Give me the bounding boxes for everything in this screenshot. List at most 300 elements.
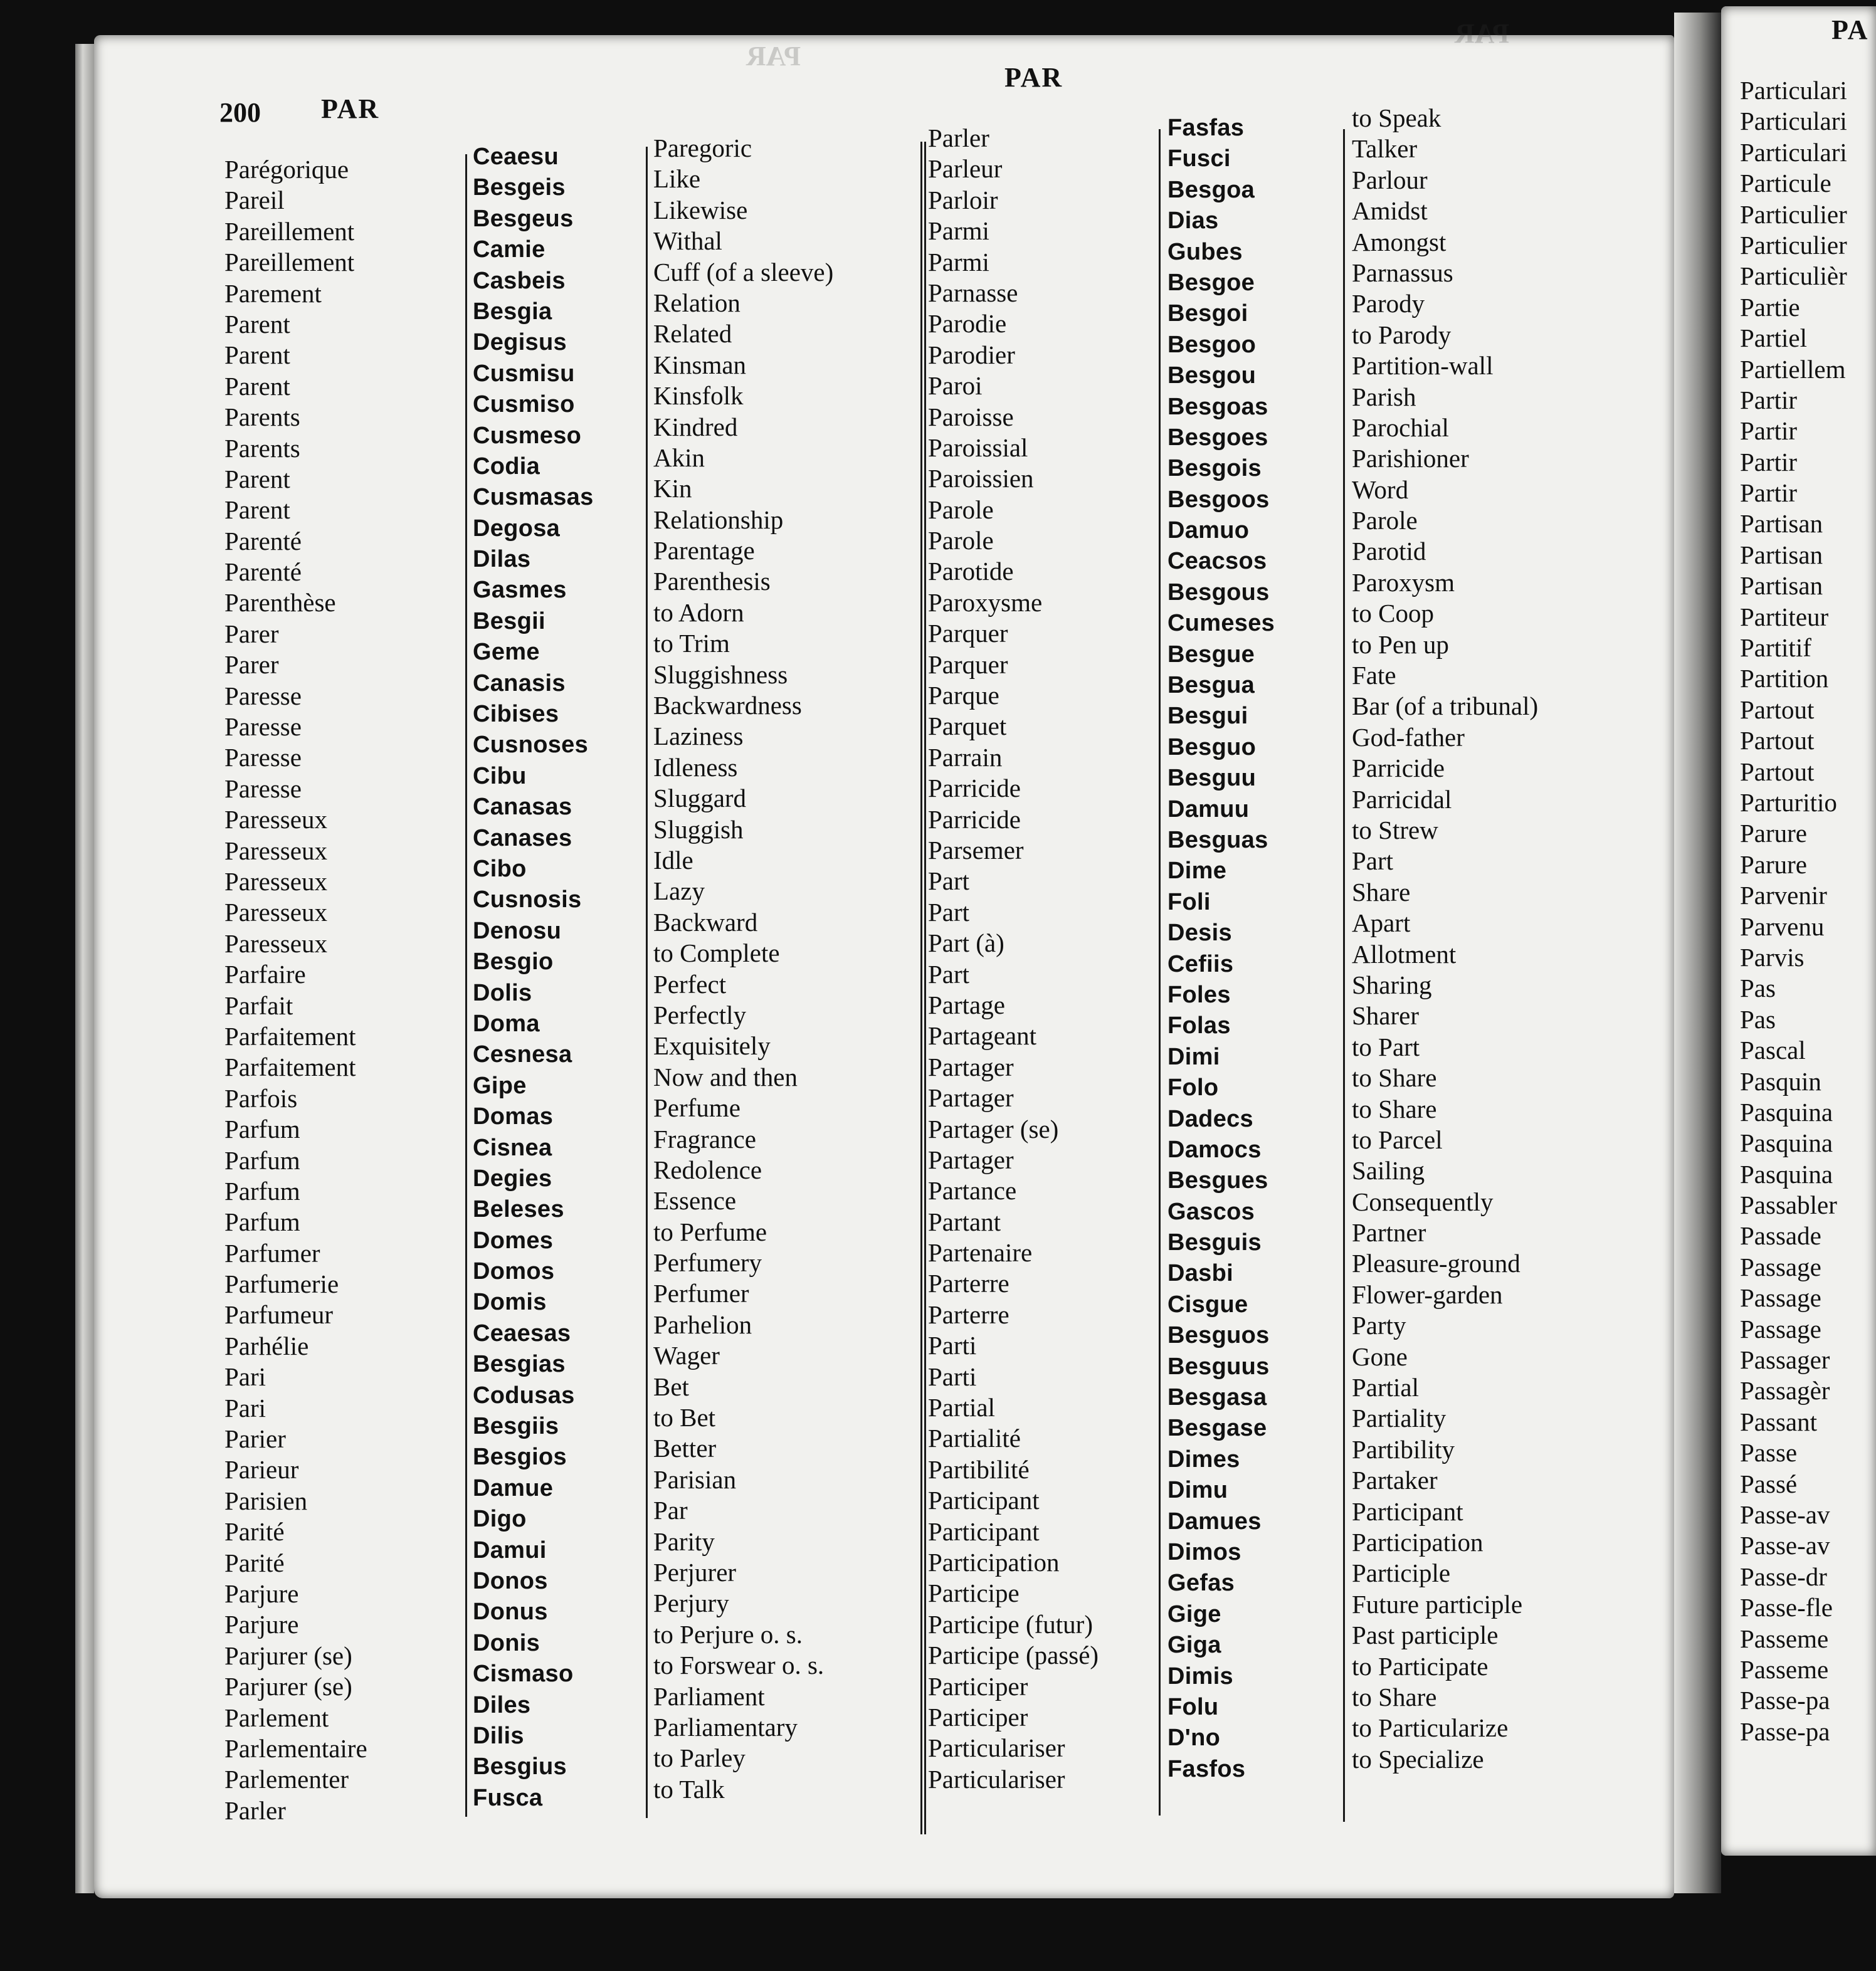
french-entry: Parfaitement — [224, 1021, 356, 1051]
english-entry: Now and then — [653, 1062, 798, 1091]
english-entry: Like — [653, 164, 701, 194]
french-entry: Parent — [224, 464, 290, 493]
french-entry: Paresse — [224, 681, 302, 710]
phonetic-entry: Dimos — [1167, 1538, 1241, 1565]
column-rule — [465, 154, 467, 1817]
phonetic-entry: Besguas — [1167, 826, 1268, 853]
column-rule — [646, 147, 648, 1818]
phonetic-entry: Dimis — [1167, 1663, 1233, 1690]
french-entry: Partiteur — [1740, 602, 1829, 631]
french-entry: Parotide — [928, 557, 1014, 586]
english-entry: to Trim — [653, 629, 730, 658]
french-entry: Parturitio — [1740, 787, 1837, 817]
french-entry: Parmi — [928, 247, 989, 276]
phonetic-entry: Dimi — [1167, 1043, 1220, 1070]
french-entry: Pareillement — [224, 216, 355, 246]
french-entry: Partager — [928, 1145, 1014, 1174]
french-entry: Parenté — [224, 557, 302, 587]
phonetic-entry: Cusmeso — [473, 422, 582, 449]
french-entry: Parfum — [224, 1115, 300, 1144]
english-entry: Perjurer — [653, 1557, 737, 1587]
phonetic-entry: Folu — [1167, 1693, 1219, 1720]
english-entry: Backward — [653, 907, 758, 937]
english-entry: Participant — [1352, 1496, 1463, 1526]
french-entry: Paresseux — [224, 898, 327, 927]
english-entry: Share — [1352, 877, 1411, 907]
french-entry: Particulariser — [928, 1764, 1065, 1794]
french-entry: Passage — [1740, 1283, 1821, 1313]
english-entry: to Pen up — [1352, 629, 1449, 659]
phonetic-entry: Besgasa — [1167, 1384, 1267, 1411]
phonetic-entry: Donus — [473, 1599, 548, 1626]
english-entry: Parentage — [653, 536, 755, 565]
french-entry: Parler — [224, 1795, 286, 1825]
english-entry: to Share — [1352, 1063, 1437, 1093]
french-entry: Parent — [224, 495, 290, 525]
english-entry: to Particularize — [1352, 1713, 1509, 1743]
phonetic-entry: Foles — [1167, 981, 1231, 1008]
french-entry: Parent — [224, 309, 290, 339]
phonetic-entry: Camie — [473, 236, 545, 263]
english-entry: Sluggish — [653, 814, 744, 844]
french-entry: Partisan — [1740, 509, 1823, 539]
french-entry: Parvenu — [1740, 912, 1825, 941]
english-entry: Amidst — [1352, 196, 1428, 226]
french-entry: Partage — [928, 990, 1005, 1019]
column-rule — [1159, 129, 1161, 1816]
english-entry: Parish — [1352, 382, 1416, 411]
phonetic-entry: Geme — [473, 639, 540, 666]
french-entry: Pas — [1740, 974, 1776, 1003]
phonetic-entry: Cusmisu — [473, 360, 575, 387]
english-entry: Sailing — [1352, 1156, 1425, 1185]
french-entry: Passager — [1740, 1345, 1830, 1375]
english-entry: Par — [653, 1496, 688, 1525]
phonetic-entry: Besgois — [1167, 455, 1262, 482]
french-entry: Parent — [224, 340, 290, 370]
phonetic-entry: Damocs — [1167, 1136, 1262, 1163]
english-entry: Perfumer — [653, 1279, 749, 1308]
phonetic-entry: Besgiis — [473, 1413, 559, 1440]
phonetic-entry: Cibises — [473, 701, 559, 728]
phonetic-entry: Dilis — [473, 1722, 524, 1749]
phonetic-entry: Besgue — [1167, 641, 1255, 668]
phonetic-entry: Dadecs — [1167, 1105, 1253, 1132]
english-entry: Withal — [653, 226, 722, 256]
english-entry: Parricide — [1352, 754, 1445, 783]
phonetic-entry: Damuu — [1167, 796, 1250, 823]
phonetic-entry: Dilas — [473, 546, 531, 573]
french-entry: Parterre — [928, 1300, 1009, 1329]
english-entry: to Coop — [1352, 599, 1434, 628]
french-entry: Pareillement — [224, 248, 355, 277]
french-entry: Partitif — [1740, 633, 1811, 663]
french-entry: Participe (passé) — [928, 1641, 1099, 1670]
phonetic-entry: Casbeis — [473, 267, 566, 294]
phonetic-entry: Canasas — [473, 794, 572, 821]
phonetic-entry: Gipe — [473, 1072, 527, 1099]
french-entry: Parisien — [224, 1486, 308, 1515]
phonetic-entry: Besguis — [1167, 1229, 1262, 1256]
english-entry: to Strew — [1352, 815, 1438, 844]
french-entry: Parité — [224, 1548, 285, 1577]
english-entry: Parishioner — [1352, 444, 1469, 473]
french-entry: Passe-dr — [1740, 1562, 1827, 1591]
french-entry: Passant — [1740, 1407, 1817, 1436]
french-entry: Parodie — [928, 309, 1007, 339]
english-entry: Apart — [1352, 908, 1411, 938]
english-entry: Parisian — [653, 1464, 737, 1494]
english-entry: Kin — [653, 474, 692, 503]
french-entry: Paresse — [224, 743, 302, 772]
english-entry: God-father — [1352, 722, 1465, 752]
phonetic-entry: Besgoes — [1167, 424, 1268, 451]
phonetic-entry: Doma — [473, 1010, 540, 1037]
french-entry: Particulariser — [928, 1733, 1065, 1763]
phonetic-entry: Gascos — [1167, 1198, 1255, 1225]
french-entry: Parer — [224, 619, 279, 648]
french-entry: Parier — [224, 1424, 286, 1454]
french-entry: Partager — [928, 1052, 1014, 1081]
french-entry: Particule — [1740, 169, 1831, 198]
english-entry: to Speak — [1352, 103, 1441, 132]
english-entry: Parotid — [1352, 537, 1426, 566]
french-entry: Partir — [1740, 385, 1798, 414]
french-entry: Passe-fle — [1740, 1593, 1833, 1622]
english-entry: Partition-wall — [1352, 351, 1494, 381]
page-block-edge — [75, 44, 94, 1893]
phonetic-entry: Besgoi — [1167, 300, 1248, 327]
english-entry: Paroxysm — [1352, 567, 1455, 597]
english-entry: Perfectly — [653, 1000, 746, 1029]
phonetic-entry: Domis — [473, 1289, 547, 1316]
phonetic-entry: Cismaso — [473, 1661, 574, 1688]
column-rule — [1343, 129, 1345, 1822]
french-entry: Passe — [1740, 1438, 1798, 1468]
french-entry: Partance — [928, 1176, 1017, 1206]
french-entry: Parlementer — [224, 1765, 349, 1794]
french-entry: Passade — [1740, 1221, 1821, 1251]
french-entry: Parhélie — [224, 1331, 309, 1360]
french-entry: Parent — [224, 371, 290, 401]
english-entry: Parody — [1352, 289, 1425, 318]
phonetic-entry: Damuo — [1167, 517, 1250, 544]
phonetic-column — [473, 142, 594, 1814]
phonetic-entry: Cusmasas — [473, 484, 594, 511]
french-entry: Passage — [1740, 1252, 1821, 1281]
english-entry: Partaker — [1352, 1466, 1438, 1495]
french-entry: Partiel — [1740, 323, 1808, 353]
phonetic-entry: Ceacsos — [1167, 548, 1267, 575]
french-entry: Participation — [928, 1547, 1060, 1577]
english-entry: Fragrance — [653, 1124, 756, 1154]
french-entry: Particulièr — [1740, 261, 1847, 291]
phonetic-entry: Besguos — [1167, 1322, 1270, 1349]
french-entry: Partir — [1740, 447, 1798, 476]
left-page — [94, 18, 1674, 1898]
bleed-through-heading: PAR — [1455, 18, 1510, 49]
english-entry: Parliament — [653, 1681, 765, 1711]
phonetic-entry: Ceaesas — [473, 1320, 571, 1347]
center-head: PAR — [1004, 62, 1063, 93]
english-entry: Redolence — [653, 1155, 762, 1184]
english-entry: to Perjure o. s. — [653, 1619, 803, 1649]
french-entry: Parenté — [224, 526, 302, 555]
phonetic-entry: Damui — [473, 1537, 547, 1564]
phonetic-entry: Besgoe — [1167, 269, 1255, 296]
phonetic-entry: Cumeses — [1167, 610, 1275, 637]
french-entry: Parfaitement — [224, 1053, 356, 1082]
french-entry: Partout — [1740, 757, 1815, 786]
page-number: 200 — [219, 97, 261, 128]
phonetic-entry: Cefiis — [1167, 950, 1234, 977]
french-entry: Parfumer — [224, 1238, 320, 1268]
french-entry: Passe-av — [1740, 1500, 1830, 1529]
french-entry: Parégorique — [224, 155, 349, 184]
english-entry: Party — [1352, 1311, 1406, 1340]
french-entry: Parquer — [928, 649, 1008, 679]
english-entry: Cuff (of a sleeve) — [653, 257, 834, 286]
phonetic-entry: Domas — [473, 1103, 554, 1130]
english-entry: to Specialize — [1352, 1744, 1484, 1774]
french-entry: Pareil — [224, 186, 285, 215]
french-entry: Parfois — [224, 1083, 298, 1113]
bleed-through-heading: PAR — [746, 41, 801, 71]
french-entry: Parricide — [928, 774, 1021, 803]
english-entry: Flower-garden — [1352, 1280, 1503, 1309]
phonetic-entry: Canases — [473, 824, 572, 851]
phonetic-entry: Fasfas — [1167, 115, 1245, 141]
english-entry: to Parley — [653, 1743, 746, 1773]
phonetic-entry: Cisnea — [473, 1134, 552, 1161]
french-entry: Parement — [224, 278, 322, 308]
phonetic-entry: Besgoa — [1167, 176, 1255, 203]
phonetic-entry: Cibo — [473, 855, 527, 882]
english-entry: Pleasure-ground — [1352, 1249, 1520, 1278]
phonetic-entry: Besgeis — [473, 174, 566, 201]
phonetic-entry: Besgase — [1167, 1415, 1267, 1442]
phonetic-entry: Donos — [473, 1567, 548, 1594]
phonetic-entry: Beleses — [473, 1196, 564, 1223]
french-entry: Partialité — [928, 1424, 1021, 1453]
english-entry: Participle — [1352, 1558, 1451, 1588]
french-entry: Parjure — [224, 1610, 299, 1639]
french-entry: Partisan — [1740, 571, 1823, 601]
french-entry: Particulari — [1740, 107, 1847, 136]
french-entry: Parodier — [928, 340, 1015, 369]
french-entry: Passage — [1740, 1314, 1821, 1343]
french-entry: Parlement — [224, 1703, 329, 1732]
french-entry: Parti — [928, 1331, 977, 1360]
french-entry: Parrain — [928, 742, 1003, 772]
english-entry: to Share — [1352, 1682, 1437, 1711]
phonetic-entry: Gubes — [1167, 238, 1243, 265]
french-entry: Part — [928, 897, 970, 927]
phonetic-entry: Canasis — [473, 670, 566, 696]
french-entry: Participer — [928, 1702, 1028, 1732]
phonetic-entry: Dasbi — [1167, 1260, 1233, 1287]
phonetic-entry: Cesnesa — [473, 1041, 572, 1068]
english-entry: Partibility — [1352, 1434, 1455, 1464]
english-entry: Essence — [653, 1186, 737, 1216]
english-entry: Likewise — [653, 195, 748, 224]
french-entry: Pasquina — [1740, 1128, 1833, 1158]
phonetic-entry: Fusci — [1167, 145, 1231, 172]
english-entry: Exquisitely — [653, 1031, 771, 1061]
french-entry: Parfum — [224, 1207, 300, 1237]
right-page — [1721, 6, 1876, 1856]
french-entry: Parti — [928, 1362, 977, 1391]
english-entry: Parlour — [1352, 165, 1428, 194]
french-entry: Passeme — [1740, 1624, 1829, 1653]
french-entry: Partir — [1740, 416, 1798, 446]
english-entry: Partiality — [1352, 1404, 1447, 1433]
phonetic-entry: Codia — [473, 453, 540, 480]
phonetic-entry: Besgua — [1167, 672, 1255, 699]
french-entry: Participe — [928, 1579, 1020, 1608]
phonetic-entry: Damue — [473, 1474, 554, 1501]
french-entry: Paroisse — [928, 402, 1014, 431]
french-entry: Parque — [928, 681, 999, 710]
french-entry: Parjurer (se) — [224, 1641, 352, 1670]
french-entry: Pasquin — [1740, 1066, 1821, 1096]
phonetic-entry: Besgeus — [473, 205, 574, 232]
french-entry: Pari — [224, 1362, 266, 1392]
french-entry: Parler — [928, 124, 989, 152]
english-entry: to Parody — [1352, 320, 1452, 349]
phonetic-entry: Besgous — [1167, 579, 1270, 606]
english-entry: Idleness — [653, 752, 738, 782]
phonetic-entry: Folas — [1167, 1012, 1231, 1039]
french-entry: Parjurer (se) — [224, 1672, 352, 1701]
english-entry: Related — [653, 319, 732, 349]
french-entry: Passeme — [1740, 1654, 1829, 1684]
french-entry: Particulari — [1740, 76, 1847, 105]
french-entry: Parvenir — [1740, 881, 1827, 910]
phonetic-entry: Foli — [1167, 888, 1211, 915]
english-entry: Relationship — [653, 505, 784, 534]
french-entry: Parfaire — [224, 960, 306, 989]
english-entry: Parole — [1352, 506, 1418, 535]
english-entry: Idle — [653, 845, 693, 875]
french-entry: Participer — [928, 1671, 1028, 1701]
french-entry: Paroi — [928, 371, 983, 401]
french-entry: Parole — [928, 526, 994, 555]
french-entry: Parure — [1740, 819, 1808, 848]
french-entry: Parole — [928, 495, 994, 524]
phonetic-entry: Dias — [1167, 208, 1219, 234]
english-entry: Lazy — [653, 876, 705, 906]
english-entry: to Talk — [653, 1774, 725, 1804]
french-entry: Parents — [224, 402, 300, 432]
phonetic-entry: Degisus — [473, 329, 567, 356]
english-entry: Kindred — [653, 412, 738, 441]
phonetic-entry: Fusca — [473, 1784, 543, 1811]
english-entry: Talker — [1352, 134, 1418, 164]
english-entry: Perjury — [653, 1589, 729, 1618]
french-entry: Passe-pa — [1740, 1716, 1830, 1746]
phonetic-entry: Besgou — [1167, 362, 1257, 389]
phonetic-entry: Cusnoses — [473, 732, 589, 759]
phonetic-entry: Gefas — [1167, 1570, 1235, 1597]
english-entry: Parricidal — [1352, 784, 1452, 814]
french-entry: Parfum — [224, 1145, 300, 1175]
french-entry: Participant — [928, 1516, 1040, 1546]
english-entry: Sharer — [1352, 1001, 1420, 1031]
phonetic-entry: Besgoas — [1167, 393, 1268, 420]
phonetic-entry: Fasfos — [1167, 1755, 1246, 1782]
phonetic-entry: Besgoos — [1167, 486, 1270, 513]
french-entry: Parité — [224, 1517, 285, 1547]
phonetic-entry: Besguu — [1167, 765, 1257, 792]
french-entry: Partenaire — [928, 1238, 1033, 1268]
english-entry: to Adorn — [653, 597, 744, 627]
phonetic-entry: Dime — [1167, 858, 1227, 885]
french-entry: Participe (futur) — [928, 1609, 1093, 1639]
french-entry: Particulier — [1740, 230, 1847, 260]
english-entry: Wager — [653, 1341, 720, 1370]
english-entry: Gone — [1352, 1342, 1408, 1371]
french-entry: Paresseux — [224, 836, 327, 865]
english-entry: Consequently — [1352, 1187, 1494, 1216]
phonetic-entry: Besgia — [473, 298, 552, 325]
french-column — [224, 154, 367, 1826]
phonetic-entry: Dolis — [473, 979, 532, 1006]
french-entry: Partout — [1740, 726, 1815, 755]
phonetic-entry: Damues — [1167, 1508, 1262, 1535]
french-column — [1740, 75, 1847, 1747]
french-entry: Part — [928, 959, 970, 989]
french-entry: Paresse — [224, 774, 302, 803]
french-entry: Partial — [928, 1393, 996, 1422]
french-entry: Parquet — [928, 712, 1007, 741]
french-entry: Pasquina — [1740, 1159, 1833, 1189]
english-entry: Part — [1352, 846, 1394, 876]
english-entry: Parnassus — [1352, 258, 1453, 287]
phonetic-entry: Codusas — [473, 1382, 575, 1409]
english-entry: to Participate — [1352, 1651, 1489, 1681]
phonetic-entry: Besgios — [473, 1444, 567, 1471]
phonetic-entry: Denosu — [473, 917, 562, 944]
phonetic-entry: Besgui — [1167, 703, 1248, 730]
english-entry: Better — [653, 1434, 717, 1463]
running-head: PA — [1831, 14, 1869, 45]
french-entry: Partition — [1740, 664, 1829, 693]
english-entry: Fate — [1352, 661, 1396, 690]
phonetic-entry: Cibu — [473, 762, 527, 789]
english-entry: Paregoric — [653, 134, 752, 162]
french-entry: Parfumeur — [224, 1300, 334, 1330]
phonetic-entry: Diles — [473, 1691, 531, 1718]
english-column — [1352, 103, 1538, 1775]
phonetic-entry: Dimu — [1167, 1477, 1228, 1504]
english-entry: Sluggishness — [653, 660, 788, 689]
phonetic-entry: Cusnosis — [473, 886, 582, 913]
column-rule-double — [920, 142, 922, 1834]
french-entry: Partie — [1740, 292, 1800, 322]
english-entry: Akin — [653, 443, 705, 472]
french-entry: Partiellem — [1740, 354, 1846, 384]
french-entry: Parquer — [928, 619, 1008, 648]
french-entry: Pari — [224, 1393, 266, 1422]
phonetic-entry: D'no — [1167, 1725, 1221, 1752]
english-entry: to Parcel — [1352, 1125, 1443, 1154]
phonetic-entry: Besguus — [1167, 1353, 1270, 1380]
phonetic-entry: Gige — [1167, 1600, 1221, 1627]
english-entry: to Share — [1352, 1094, 1437, 1123]
french-entry: Partageant — [928, 1021, 1037, 1051]
french-entry: Partant — [928, 1207, 1001, 1236]
